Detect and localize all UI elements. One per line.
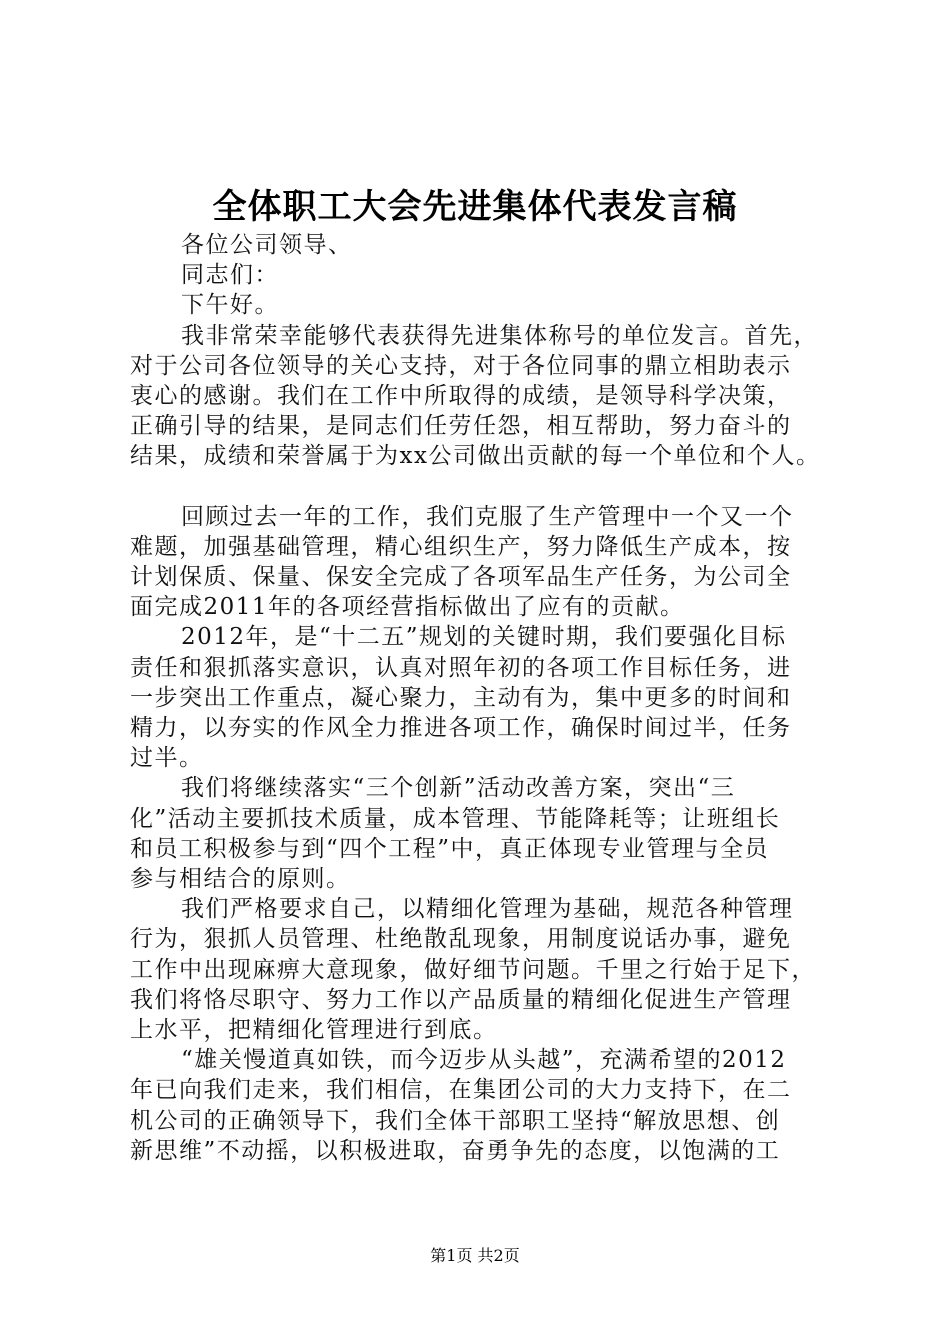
paragraph-line: 我们严格要求自己，以精细化管理为基础，规范各种管理 — [181, 896, 794, 923]
paragraph-line: 过半。 — [130, 745, 204, 772]
salutation-line: 各位公司领导、 — [181, 232, 353, 258]
page-footer: 第1页 共2页 — [430, 1246, 520, 1265]
paragraph-line: 正确引导的结果，是同志们任劳任怨，相互帮助，努力奋斗的 — [130, 413, 792, 440]
paragraph-line: 上水平，把精细化管理进行到底。 — [130, 1017, 498, 1044]
paragraph-line: 一步突出工作重点，凝心聚力，主动有为，集中更多的时间和 — [130, 684, 792, 711]
document-body — [130, 230, 850, 1166]
paragraph-line: 参与相结合的原则。 — [130, 866, 351, 893]
paragraph-line: 面完成2011年的各项经营指标做出了应有的贡献。 — [130, 594, 685, 621]
paragraph-line: 工作中出现麻痹大意现象，做好细节问题。千里之行始于足下， — [130, 956, 816, 983]
page-title: 全体职工大会先进集体代表发言稿 — [212, 187, 738, 227]
paragraph-line: 2012年，是“十二五”规划的关键时期，我们要强化目标 — [181, 624, 787, 651]
paragraph-line: 我们将继续落实“三个创新”活动改善方案，突出“三 — [181, 775, 736, 802]
paragraph-line: 衷心的感谢。我们在工作中所取得的成绩，是领导科学决策， — [130, 383, 792, 410]
paragraph-line: 我非常荣幸能够代表获得先进集体称号的单位发言。首先， — [181, 322, 818, 349]
paragraph-line: 结果，成绩和荣誉属于为xx公司做出贡献的每一个单位和个人。 — [130, 443, 821, 470]
paragraph-line: 行为，狠抓人员管理、杜绝散乱现象，用制度说话办事，避免 — [130, 926, 792, 953]
paragraph-line: 我们将恪尽职守、努力工作以产品质量的精细化促进生产管理 — [130, 986, 792, 1013]
paragraph-line: 年已向我们走来，我们相信，在集团公司的大力支持下，在二 — [130, 1077, 792, 1104]
paragraph-line: 新思维”不动摇，以积极进取，奋勇争先的态度，以饱满的工 — [130, 1137, 781, 1164]
paragraph-line: 计划保质、保量、保安全完成了各项军品生产任务，为公司全 — [130, 564, 792, 591]
salutation-line: 同志们： — [181, 262, 279, 289]
paragraph-line: 和员工积极参与到“四个工程”中，真正体现专业管理与全员 — [130, 835, 770, 862]
paragraph-line: 难题，加强基础管理，精心组织生产，努力降低生产成本，按 — [130, 533, 792, 560]
paragraph-line: “雄关慢道真如铁，而今迈步从头越”，充满希望的2012 — [181, 1047, 787, 1074]
salutation-line: 下午好。 — [181, 292, 279, 319]
paragraph-line: 化”活动主要抓技术质量，成本管理、节能降耗等；让班组长 — [130, 805, 781, 832]
paragraph-line: 回顾过去一年的工作，我们克服了生产管理中一个又一个 — [181, 503, 794, 530]
paragraph-line: 对于公司各位领导的关心支持，对于各位同事的鼎立相助表示 — [130, 352, 792, 379]
paragraph-line: 机公司的正确领导下，我们全体干部职工坚持“解放思想、创 — [130, 1107, 781, 1134]
paragraph-line: 精力，以夯实的作风全力推进各项工作，确保时间过半，任务 — [130, 715, 792, 742]
paragraph-line: 责任和狠抓落实意识，认真对照年初的各项工作目标任务，进 — [130, 654, 792, 681]
paragraph-gap — [130, 472, 850, 502]
